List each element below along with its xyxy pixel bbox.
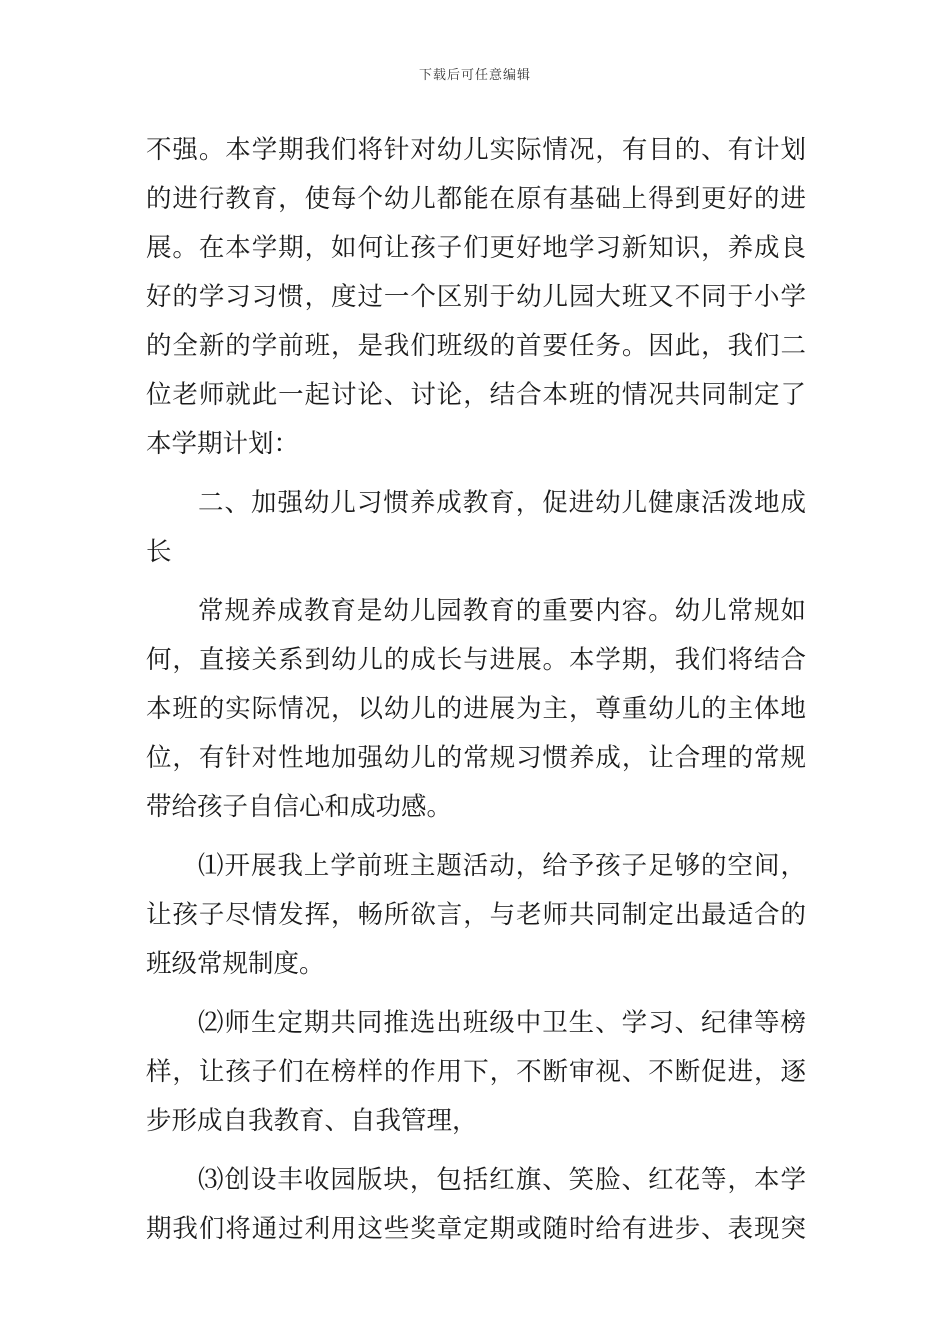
list-item	[146, 999, 806, 1146]
text-line: ⑵师生定期共同推选出班级中卫生、学习、纪律等榜	[198, 1008, 806, 1038]
text-line: 班级常规制度。	[146, 949, 325, 979]
text-line: 带给孩子自信心和成功感。	[146, 792, 453, 822]
list-item	[146, 1156, 806, 1254]
paragraph-gap	[146, 989, 806, 999]
text-line: 好的学习习惯，度过一个区别于幼儿园大班又不同于小学	[146, 282, 806, 312]
list-item	[146, 842, 806, 989]
text-line: 位，有针对性地加强幼儿的常规习惯养成，让合理的常规	[146, 743, 806, 773]
paragraph-gap	[146, 469, 806, 479]
text-line: 二、加强幼儿习惯养成教育，促进幼儿健康活泼地成	[198, 488, 806, 518]
text-line: 何，直接关系到幼儿的成长与进展。本学期，我们将结合	[146, 645, 806, 675]
paragraph	[146, 126, 806, 469]
text-line: ⑶创设丰收园版块，包括红旗、笑脸、红花等，本学	[198, 1165, 806, 1195]
text-line: 步形成自我教育、自我管理，	[146, 1106, 478, 1136]
text-line: 本班的实际情况，以幼儿的进展为主，尊重幼儿的主体地	[146, 694, 806, 724]
paragraph-gap	[146, 832, 806, 842]
text-line: 展。在本学期，如何让孩子们更好地学习新知识，养成良	[146, 233, 806, 263]
text-line: 让孩子尽情发挥，畅所欲言，与老师共同制定出最适合的	[146, 900, 806, 930]
paragraph-gap	[146, 577, 806, 587]
text-line: 不强。本学期我们将针对幼儿实际情况，有目的、有计划	[146, 135, 806, 165]
text-line: 期我们将通过利用这些奖章定期或随时给有进步、表现突	[146, 1214, 806, 1244]
paragraph	[146, 587, 806, 832]
text-line: 的全新的学前班，是我们班级的首要任务。因此，我们二	[146, 331, 806, 361]
text-line: ⑴开展我上学前班主题活动，给予孩子足够的空间，	[198, 851, 806, 881]
text-line: 的进行教育，使每个幼儿都能在原有基础上得到更好的进	[146, 184, 806, 214]
document-body	[146, 126, 806, 1254]
text-line: 本学期计划：	[146, 429, 300, 459]
text-line: 位老师就此一起讨论、讨论，结合本班的情况共同制定了	[146, 380, 806, 410]
section-heading	[146, 479, 806, 577]
paragraph-gap	[146, 1146, 806, 1156]
text-line: 样，让孩子们在榜样的作用下，不断审视、不断促进，逐	[146, 1057, 806, 1087]
page-header: 下载后可任意编辑	[418, 68, 531, 83]
text-line: 长	[146, 537, 172, 567]
text-line: 常规养成教育是幼儿园教育的重要内容。幼儿常规如	[198, 596, 806, 626]
